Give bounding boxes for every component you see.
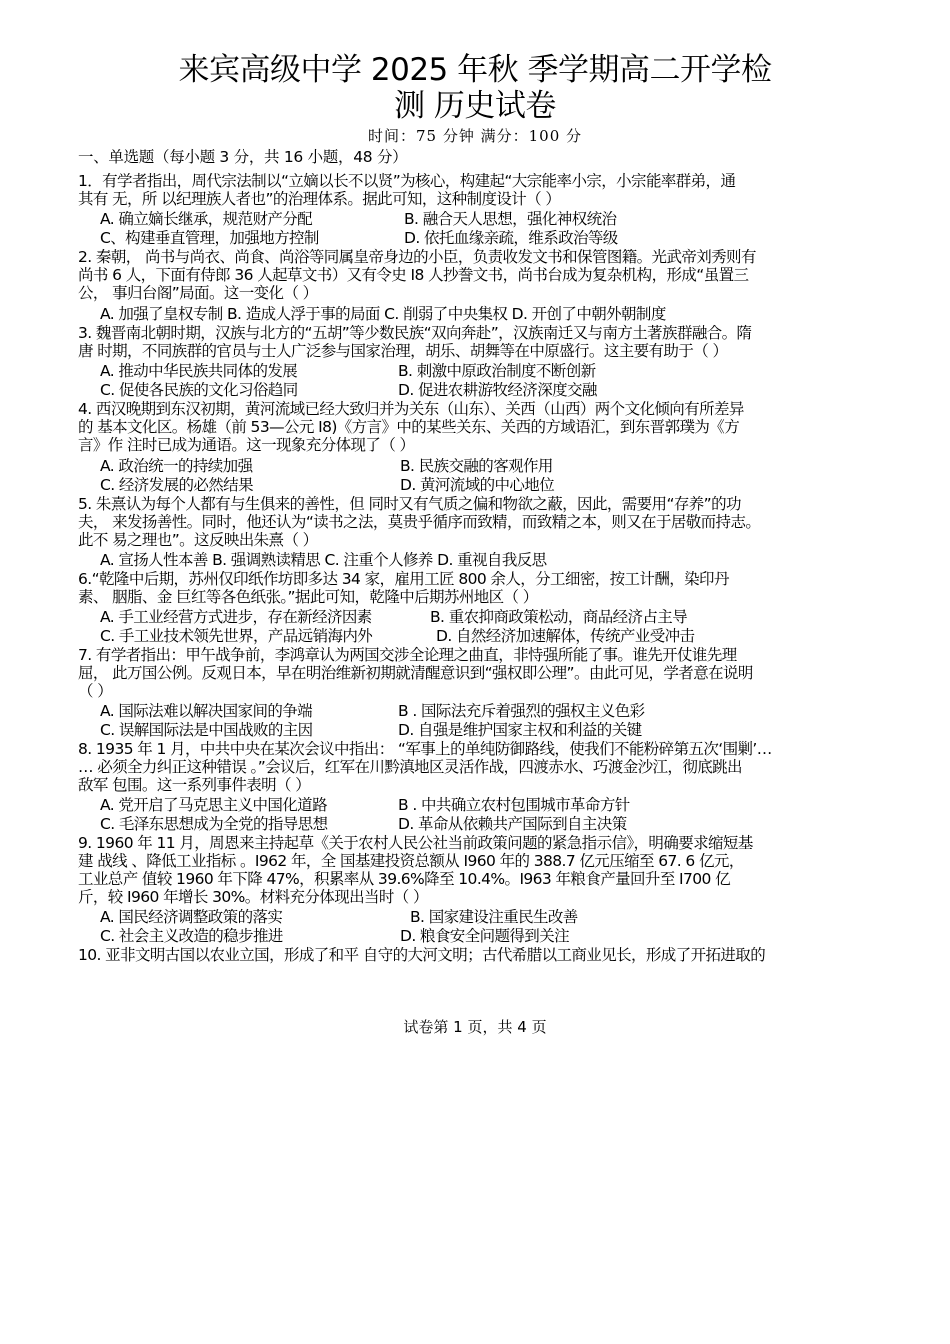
question-text-line: 8. 1935 年 1 月，中共中央在某次会议中指出： “军事上的单纯防御路线，使我们不能粉碎第五次‘围剿’… (78, 740, 772, 758)
option-c: C、构建垂直管理，加强地方控制 (100, 229, 319, 247)
option-d: D. 自然经济加速解体，传统产业受冲击 (436, 627, 695, 645)
question-text-line: 7. 有学者指出：甲午战争前，李鸿章认为两国交涉全论理之曲直，非恃强所能了事。谁先开仗谁先理 (78, 646, 737, 664)
exam-title-line2: 测 历史试卷 (394, 88, 556, 124)
question-text-line: 6.“乾隆中后期，苏州仅印纸作坊即多达 34 家，雇用工匠 800 余人，分工细密，按工计酬，染印丹 (78, 570, 729, 588)
question-text-line: 素、 胭脂、金 巨红等各色纸张。”据此可知，乾隆中后期苏州地区（ ） (78, 588, 538, 606)
question-text-line: 4. 西汉晚期到东汉初期，黄河流域已经大致归并为关东（山东）、关西（山西）两个文化倾向有所差异 (78, 400, 744, 418)
option-a: A. 政治统一的持续加强 (100, 457, 253, 475)
option-d: D. 革命从依赖共产国际到自主决策 (398, 815, 627, 833)
option-d: D. 依托血缘亲疏，维系政治等级 (404, 229, 618, 247)
option-a: A. 党开启了马克思主义中国化道路 (100, 796, 327, 814)
option-d: D. 促进农耕游牧经济深度交融 (398, 381, 597, 399)
exam-time-info: 时间：75 分钟 满分：100 分 (367, 127, 583, 145)
options-row: A. 加强了皇权专制 B. 造成人浮于事的局面 C. 削弱了中央集权 D. 开创了中朝外朝制度 (100, 305, 666, 323)
question-text-line: 的 基本文化区。杨雄（前 53—公元 I8)《方言》中的某些关东、关西的方域语汇，到东晋郭璞为《方 (78, 418, 740, 436)
option-b: B . 国际法充斥着强烈的强权主义色彩 (398, 702, 645, 720)
question-text-line: 此不 易之理也”。这反映出朱熹（ ） (78, 531, 318, 549)
option-d: D. 粮食安全问题得到关注 (400, 927, 569, 945)
question-text-line: 尚书 6 人，下面有侍郎 36 人起草文书）又有令史 I8 人抄誊文书，尚书台成为复杂机构，形成“虽置三 (78, 266, 749, 284)
option-a: A. 确立嫡长继承，规范财产分配 (100, 210, 313, 228)
option-c: C. 毛泽东思想成为全党的指导思想 (100, 815, 328, 833)
exam-title-line1: 来宾高级中学 2025 年秋 季学期高二开学检 (178, 52, 772, 88)
question-text-line: 屈， 此万国公例。反观日本，早在明治维新初期就清醒意识到“强权即公理”。由此可见，学者意在说明 (78, 664, 753, 682)
question-text-line: （ ） (78, 682, 113, 700)
option-c: C. 经济发展的必然结果 (100, 476, 253, 494)
question-text-line: 9. 1960 年 11 月，周恩来主持起草《关于农村人民公社当前政策问题的紧急指示信》，明确要求缩短基 (78, 834, 753, 852)
question-text-line: 唐 时期，不同族群的官员与士人广泛参与国家治理，胡乐、胡舞等在中原盛行。这主要有助于（ ） (78, 342, 728, 360)
question-text-line: 公， 事归台阁”局面。这一变化（ ） (78, 284, 318, 302)
question-text-line: 5. 朱熹认为每个人都有与生俱来的善性，但 同时又有气质之偏和物欲之蔽，因此，需要用“存养”的功 (78, 495, 741, 513)
option-c: C. 促使各民族的文化习俗趋同 (100, 381, 298, 399)
question-text-line: 3. 魏晋南北朝时期，汉族与北方的“五胡”等少数民族“双向奔赴”，汉族南迁又与南方土著族群融合。隋 (78, 324, 752, 342)
option-c: C. 误解国际法是中国战败的主因 (100, 721, 313, 739)
option-a: A. 国际法难以解决国家间的争端 (100, 702, 313, 720)
option-d: D. 自强是维护国家主权和利益的关键 (398, 721, 642, 739)
question-text-line: 建 战线 、降低工业指标 。I962 年，全 国基建投资总额从 I960 年的 388.7 亿元压缩至 67. 6 亿元， (78, 852, 744, 870)
option-b: B. 重农抑商政策松动，商品经济占主导 (430, 608, 688, 626)
options-row: A. 宣扬人性本善 B. 强调熟读精思 C. 注重个人修养 D. 重视自我反思 (100, 551, 547, 569)
option-b: B. 国家建设注重民生改善 (410, 908, 578, 926)
option-a: A. 国民经济调整政策的落实 (100, 908, 283, 926)
option-b: B . 中共确立农村包围城市革命方针 (398, 796, 630, 814)
option-c: C. 社会主义改造的稳步推进 (100, 927, 283, 945)
option-b: B. 融合天人思想，强化神权统治 (404, 210, 617, 228)
question-text-line: 2. 秦朝， 尚书与尚衣、尚食、尚浴等同属皇帝身边的小臣，负责收发文书和保管图籍。光武帝刘秀则有 (78, 248, 756, 266)
question-text-line: 斤，较 I960 年增长 30%。材料充分体现出当时（ ） (78, 888, 428, 906)
question-text-line: 夫， 来发扬善性。同时，他还认为“读书之法，莫贵乎循序而致精，而致精之本，则又在于居敬而持志。 (78, 513, 761, 531)
question-text-line: 其有 无，所 以纪理族人者也”的治理体系。据此可知，这种制度设计（ ） (78, 190, 561, 208)
option-b: B. 民族交融的客观作用 (400, 457, 553, 475)
option-a: A. 推动中华民族共同体的发展 (100, 362, 298, 380)
question-text-line: 言》作 注时已成为通语。这一现象充分体现了（ ） (78, 436, 415, 454)
option-a: A. 手工业经营方式进步，存在新经济因素 (100, 608, 372, 626)
question-text-line: 工业总产 值较 1960 年下降 47%，积累率从 39.6%降至 10.4%。I963 年粮食产量回升至 I700 亿 (78, 870, 731, 888)
page-footer: 试卷第 1 页，共 4 页 (403, 1018, 547, 1036)
question-text-line: … 必须全力纠正这种错误 。”会议后，红军在川黔滇地区灵活作战，四渡赤水、巧渡金沙江，彻底跳出 (78, 758, 742, 776)
question-text-line: 10. 亚非文明古国以农业立国，形成了和平 自守的大河文明；古代希腊以工商业见长，形成了开拓进取的 (78, 946, 766, 964)
section-heading: 一、单选题（每小题 3 分，共 16 小题，48 分） (78, 148, 408, 166)
option-d: D. 黄河流域的中心地位 (400, 476, 555, 494)
option-c: C. 手工业技术领先世界，产品远销海内外 (100, 627, 373, 645)
question-text-line: 敌军 包围。这一系列事件表明（ ） (78, 776, 311, 794)
option-b: B. 刺激中原政治制度不断创新 (398, 362, 596, 380)
question-text-line: 1．有学者指出，周代宗法制以“立嫡以长不以贤”为核心，构建起“大宗能率小宗，小宗能率群弟，通 (78, 172, 736, 190)
